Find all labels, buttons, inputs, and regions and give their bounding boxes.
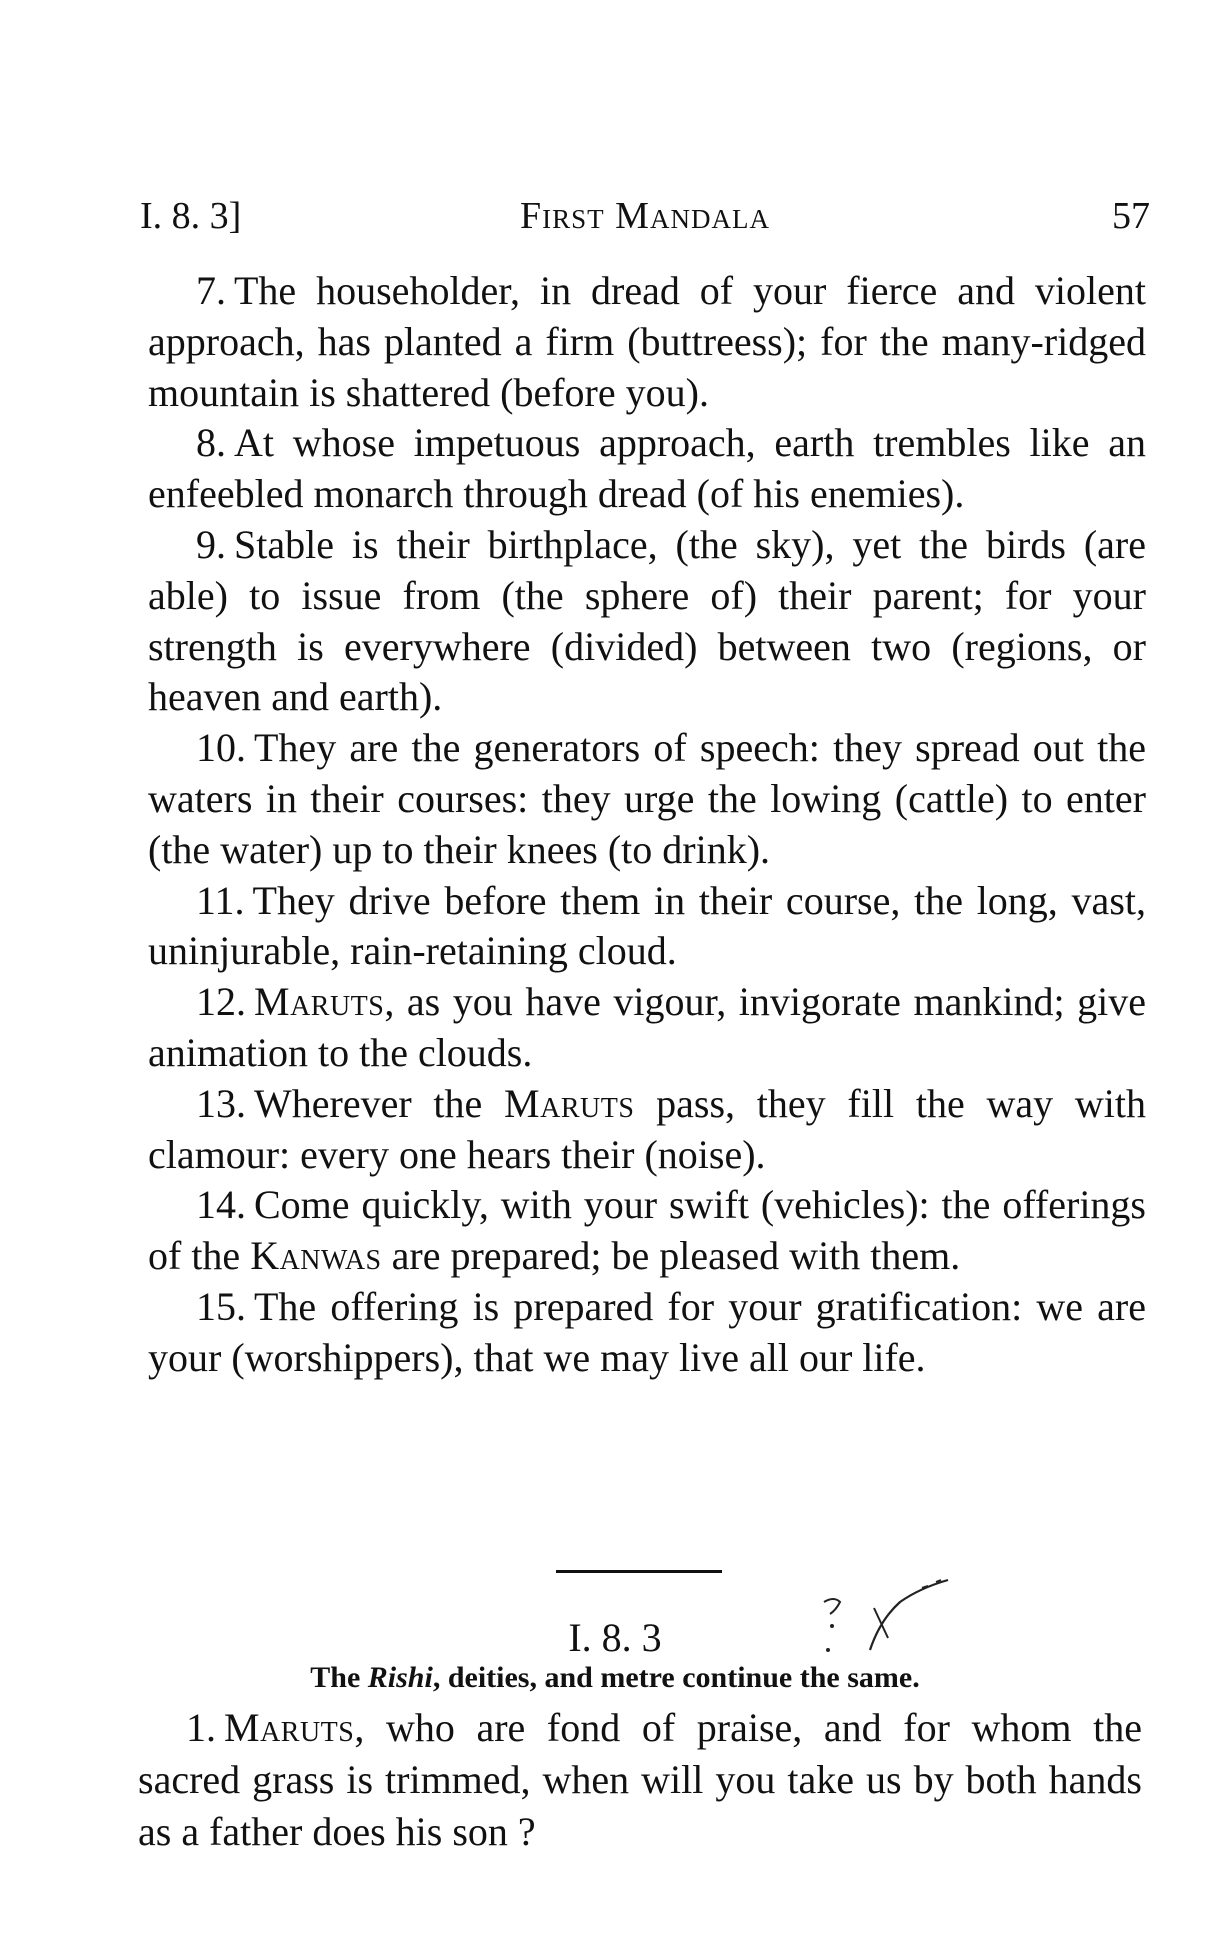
verse-10 [148,723,1146,875]
verse-9 [148,520,1146,723]
section-title: I. 8. 3 [568,1615,662,1660]
verse-text: They drive before them in their course, the long, vast, uninjurable, rain-retaining cloud. [148,877,1146,974]
verse-block [148,266,1146,1384]
deity-name: Maruts [504,1080,635,1126]
header-reference: I. 8. 3] [140,195,242,237]
verse-number: 1. [186,1705,216,1750]
verse-8 [148,418,1146,520]
verse-14 [148,1180,1146,1282]
verse-text: , as you have vigour, invigorate mankind; give animation to the clouds. [148,979,1146,1075]
verse-text: The householder, in dread of your fierce and violent approach, has planted a firm (buttreess); for the many-ridged mountain is shattered (before you). [148,268,1146,415]
header-title: First Mandala [520,195,770,237]
verse-7 [148,266,1146,418]
note-rest: , deities, and metre continue the same. [432,1661,920,1694]
verse-number: 11. [196,877,245,923]
verse-12 [148,977,1146,1079]
note-italic: Rishi [367,1661,433,1694]
verse-text-lead: Wherever the [254,1080,505,1126]
page-number: 57 [1112,195,1150,237]
verse-text: At whose impetuous approach, earth trembles like an enfeebled monarch through dread (of his enemies). [148,420,1146,517]
verse-number: 12. [196,979,246,1025]
verse-text: Stable is their birthplace, (the sky), yet the birds (are able) to issue from (the sphere of) their parent; for your strength is everywhere (divided) between two (regions, or heaven and earth). [148,521,1146,720]
verse-number: 14. [196,1182,246,1228]
verse-number: 9. [196,521,226,567]
verse-text: The offering is prepared for your gratification: we are your (worshippers), that we may live all our life. [148,1283,1146,1380]
verse-text: They are the generators of speech: they spread out the waters in their courses: they urge the lowing (cattle) to enter (the water) up to their knees (to drink). [148,725,1146,872]
section-note [0,1656,1230,1700]
verse-number: 7. [196,268,226,313]
verse-text: , who are fond of praise, and for whom the sacred grass is trimmed, when will you take us by both hands as a father does his son ? [138,1705,1142,1854]
verse-text: pass, they fill the way with clamour: every one hears their (noise). [148,1080,1146,1177]
verse-number: 8. [196,420,226,466]
deity-name: Maruts [254,979,385,1025]
verse-text-lead: Come quickly, with your swift (vehicles): the offerings of the [148,1182,1146,1279]
verse-number: 13. [196,1080,246,1126]
verse-text: are prepared; be pleased with them. [381,1233,961,1279]
deity-name: Maruts [224,1705,355,1750]
verse-13 [148,1079,1146,1181]
running-header [140,188,1150,244]
verse-11 [148,876,1146,978]
verse-15 [148,1282,1146,1384]
next-hymn-block [138,1702,1142,1858]
clan-name: Kanwas [250,1233,382,1279]
verse-number: 10. [196,725,246,771]
next-verse-1 [138,1702,1142,1858]
section-rule [556,1570,722,1573]
note-lead: The [310,1661,368,1694]
verse-number: 15. [196,1283,246,1329]
